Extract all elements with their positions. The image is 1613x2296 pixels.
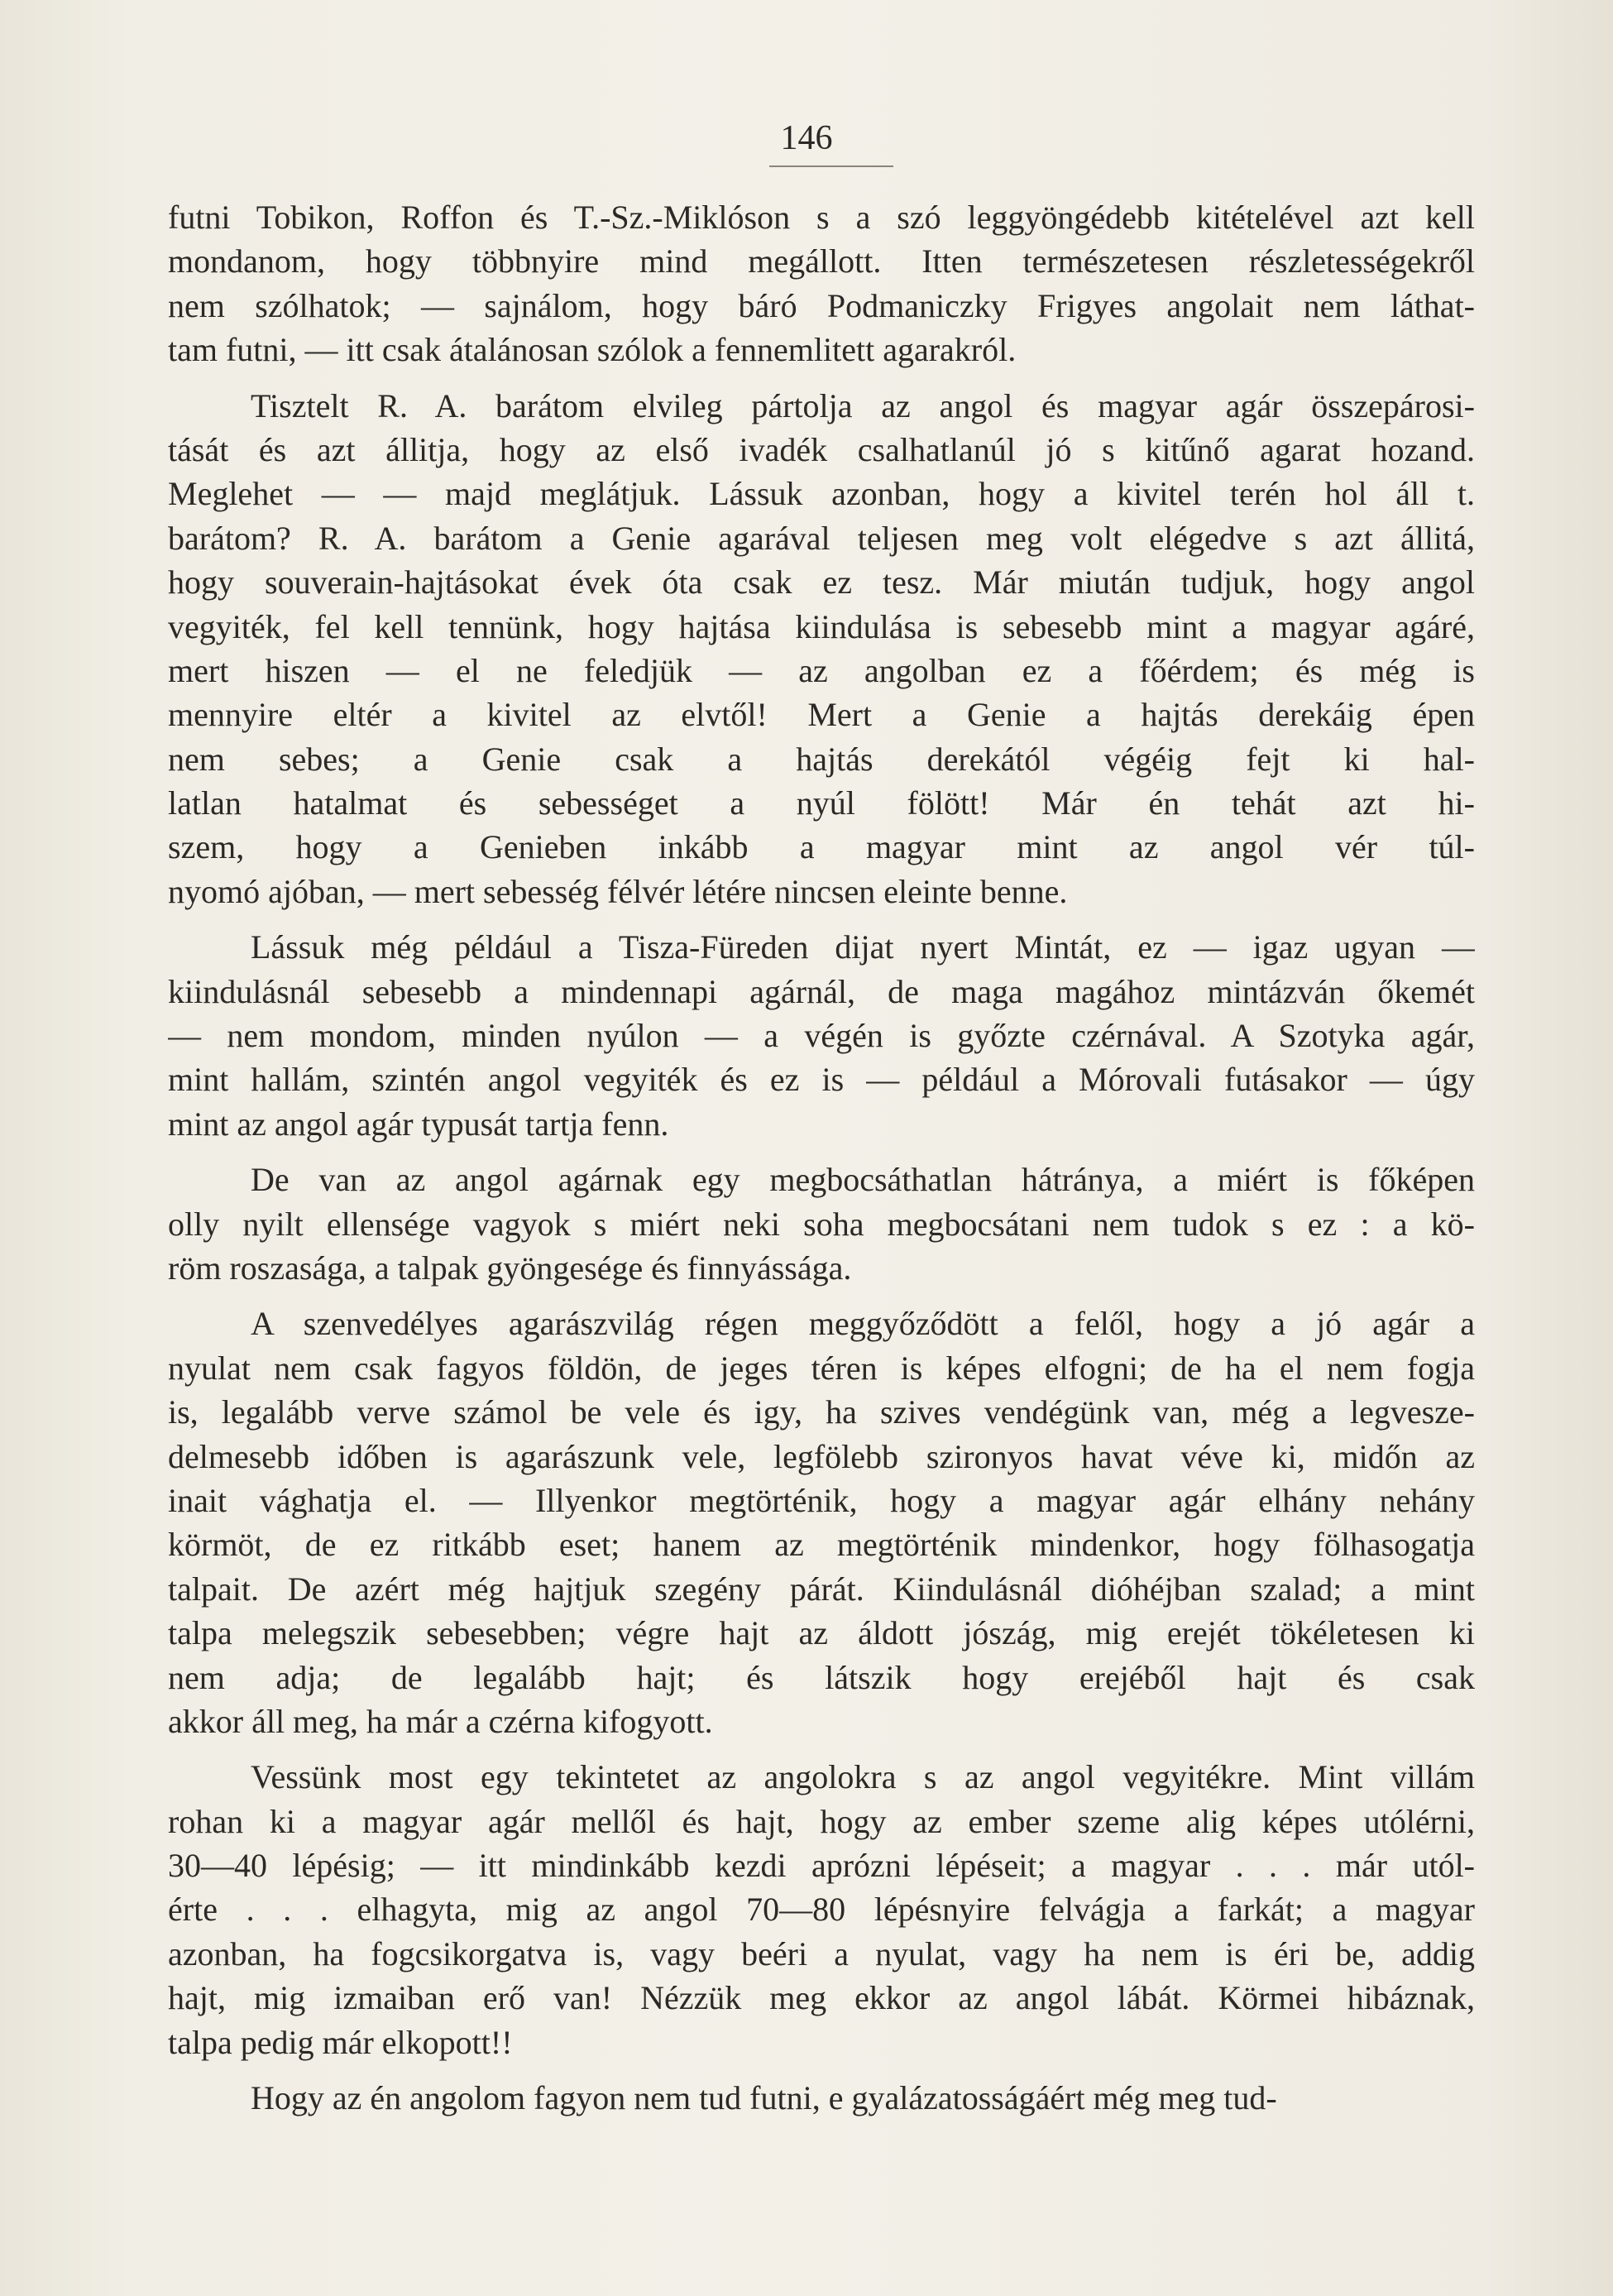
text-line: mint hallám, szintén angol vegyiték és ez is — például a Mórovali futásakor — úgy — [168, 1061, 1475, 1099]
text-line: körmöt, de ez ritkább eset; hanem az megtörténik mindenkor, hogy fölhasogatja — [168, 1526, 1475, 1564]
text-line: talpa pedig már elkopott!! — [168, 2023, 513, 2061]
text-line: vegyiték, fel kell tennünk, hogy hajtása kiindulása is sebesebb mint a magyar agáré, — [168, 607, 1475, 645]
text-line: nem adja; de legalább hajt; és látszik hogy erejéből hajt és csak — [168, 1658, 1475, 1696]
body-text — [168, 195, 1475, 2131]
text-line: is, legalább verve számol be vele és igy, ha szives vendégünk van, még a legvesze- — [168, 1393, 1475, 1431]
text-line: nem szólhatok; — sajnálom, hogy báró Podmaniczky Frigyes angolait nem láthat- — [168, 286, 1475, 324]
text-line: Hogy az én angolom fagyon nem tud futni, e gyalázatosságáért még meg tud- — [251, 2079, 1277, 2117]
text-line: talpa melegszik sebesebben; végre hajt az áldott jószág, mig erejét tökéletesen ki — [168, 1614, 1475, 1652]
text-line: De van az angol agárnak egy megbocsáthatlan hátránya, a miért is főképen — [251, 1161, 1475, 1199]
text-line: olly nyilt ellensége vagyok s miért neki soha megbocsátani nem tudok s ez : a kö- — [168, 1205, 1475, 1243]
paragraph — [168, 1158, 1475, 1290]
text-line: Meglehet — — majd meglátjuk. Lássuk azonban, hogy a kivitel terén hol áll t. — [168, 475, 1475, 513]
text-line: tam futni, — itt csak átalánosan szólok a fennemlitett agarakról. — [168, 331, 1017, 369]
text-line: mint az angol agár typusát tartja fenn. — [168, 1105, 669, 1143]
paragraph — [168, 1301, 1475, 1743]
text-line: nem sebes; a Genie csak a hajtás derekától végéig fejt ki hal- — [168, 740, 1475, 778]
paragraph — [168, 2076, 1475, 2120]
paragraph — [168, 925, 1475, 1146]
text-line: latlan hatalmat és sebességet a nyúl fölött! Már én tehát azt hi- — [168, 784, 1475, 822]
text-line: futni Tobikon, Roffon és T.-Sz.-Miklóson s a szó leggyöngédebb kitételével azt kell — [168, 199, 1475, 236]
text-line: szem, hogy a Genieben inkább a magyar mint az angol vér túl- — [168, 828, 1475, 866]
text-line: A szenvedélyes agarászvilág régen meggyőződött a felől, hogy a jó agár a — [251, 1305, 1475, 1343]
text-line: tását és azt állitja, hogy az első ivadék csalhatlanúl jó s kitűnő agarat hozand. — [168, 430, 1475, 468]
paragraph — [168, 195, 1475, 372]
text-line: Vessünk most egy tekintetet az angolokra s az angol vegyitékre. Mint villám — [251, 1758, 1475, 1796]
text-line: azonban, ha fogcsikorgatva is, vagy beéri a nyulat, vagy ha nem is éri be, addig — [168, 1934, 1475, 1972]
text-line: kiindulásnál sebesebb a mindennapi agárnál, de maga magához mintázván őkemét — [168, 972, 1475, 1010]
text-line: mert hiszen — el ne feledjük — az angolban ez a főérdem; és még is — [168, 651, 1475, 689]
text-line: hajt, mig izmaiban erő van! Nézzük meg ekkor az angol lábát. Körmei hibáznak, — [168, 1979, 1475, 2017]
text-line: Tisztelt R. A. barátom elvileg pártolja az angol és magyar agár összepárosi- — [251, 386, 1475, 424]
text-line: — nem mondom, minden nyúlon — a végén is győzte czérnával. A Szotyka agár, — [168, 1017, 1475, 1055]
text-line: mondanom, hogy többnyire mind megállott. Itten természetesen részletességekről — [168, 242, 1475, 280]
paragraph — [168, 1755, 1475, 2064]
text-line: mennyire eltér a kivitel az elvtől! Mert a Genie a hajtás derekáig épen — [168, 696, 1475, 734]
text-line: akkor áll meg, ha már a czérna kifogyott. — [168, 1702, 713, 1740]
text-line: érte . . . elhagyta, mig az angol 70—80 lépésnyire felvágja a farkát; a magyar — [168, 1891, 1475, 1929]
text-line: barátom? R. A. barátom a Genie agarával teljesen meg volt elégedve s azt állitá, — [168, 519, 1475, 557]
header-rule — [769, 165, 893, 167]
text-line: Lássuk még például a Tisza-Füreden dijat nyert Mintát, ez — igaz ugyan — — [251, 928, 1475, 966]
text-line: delmesebb időben is agarászunk vele, legfölebb szironyos havat véve ki, midőn az — [168, 1437, 1475, 1475]
text-line: nyulat nem csak fagyos földön, de jeges téren is képes elfogni; de ha el nem fogja — [168, 1349, 1475, 1387]
paragraph — [168, 384, 1475, 914]
text-line: talpait. De azért még hajtjuk szegény párát. Kiindulásnál dióhéjban szalad; a mint — [168, 1570, 1475, 1608]
page-number: 146 — [780, 119, 833, 157]
text-line: 30—40 lépésig; — itt mindinkább kezdi aprózni lépéseit; a magyar . . . már utól- — [168, 1847, 1475, 1885]
text-line: rohan ki a magyar agár mellől és hajt, hogy az ember szeme alig képes utólérni, — [168, 1802, 1475, 1840]
text-line: nyomó ajóban, — mert sebesség félvér létére nincsen eleinte benne. — [168, 872, 1068, 910]
text-line: röm roszasága, a talpak gyöngesége és finnyássága. — [168, 1249, 852, 1287]
text-line: inait vághatja el. — Illyenkor megtörténik, hogy a magyar agár elhány nehány — [168, 1481, 1475, 1519]
text-line: hogy souverain-hajtásokat évek óta csak ez tesz. Már miután tudjuk, hogy angol — [168, 563, 1475, 602]
